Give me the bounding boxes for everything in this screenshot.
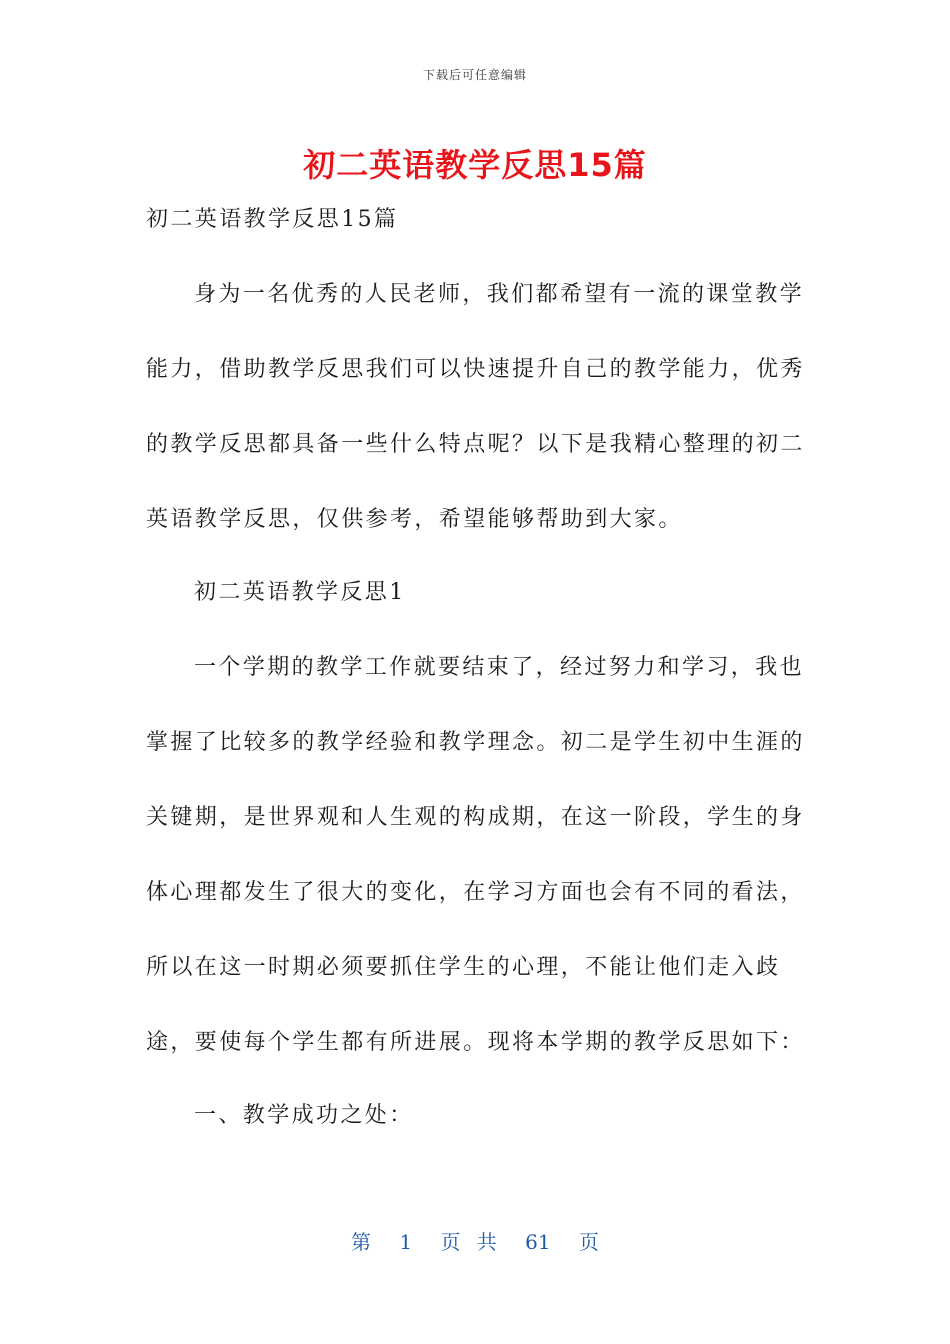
section-heading: 初二英语教学反思1 <box>194 580 406 605</box>
footer-prefix: 第 <box>351 1230 371 1254</box>
header-note: 下载后可任意编辑 <box>422 68 527 82</box>
intro-paragraph: 身为一名优秀的人民老师，我们都希望有一流的课堂教学能力，借助教学反思我们可以快速提升自己的教学能力，优秀的教学反思都具备一些什么特点呢？以下是我精心整理的初二英语教学反思，仅供参考，希望能够帮助到大家。 <box>146 282 805 532</box>
footer-middle: 页 共 <box>440 1230 497 1254</box>
section-paragraph: 一个学期的教学工作就要结束了，经过努力和学习，我也掌握了比较多的教学经验和教学理念。初二是学生初中生涯的关键期，是世界观和人生观的构成期，在这一阶段，学生的身体心理都发生了很大的变化，在学习方面也会有不同的看法，所以在这一时期必须要抓住学生的心理，不能让他们走入歧途，要使每个学生都有所进展。现将本学期的教学反思如下： <box>146 655 805 1055</box>
footer-suffix: 页 <box>578 1230 599 1254</box>
footer-total-pages: 61 <box>525 1230 551 1254</box>
document-subtitle: 初二英语教学反思15篇 <box>146 207 399 232</box>
page-footer <box>0 1226 950 1255</box>
subheading: 一、教学成功之处： <box>194 1103 414 1128</box>
footer-page-number: 1 <box>399 1230 413 1254</box>
document-title: 初二英语教学反思15篇 <box>303 146 647 184</box>
